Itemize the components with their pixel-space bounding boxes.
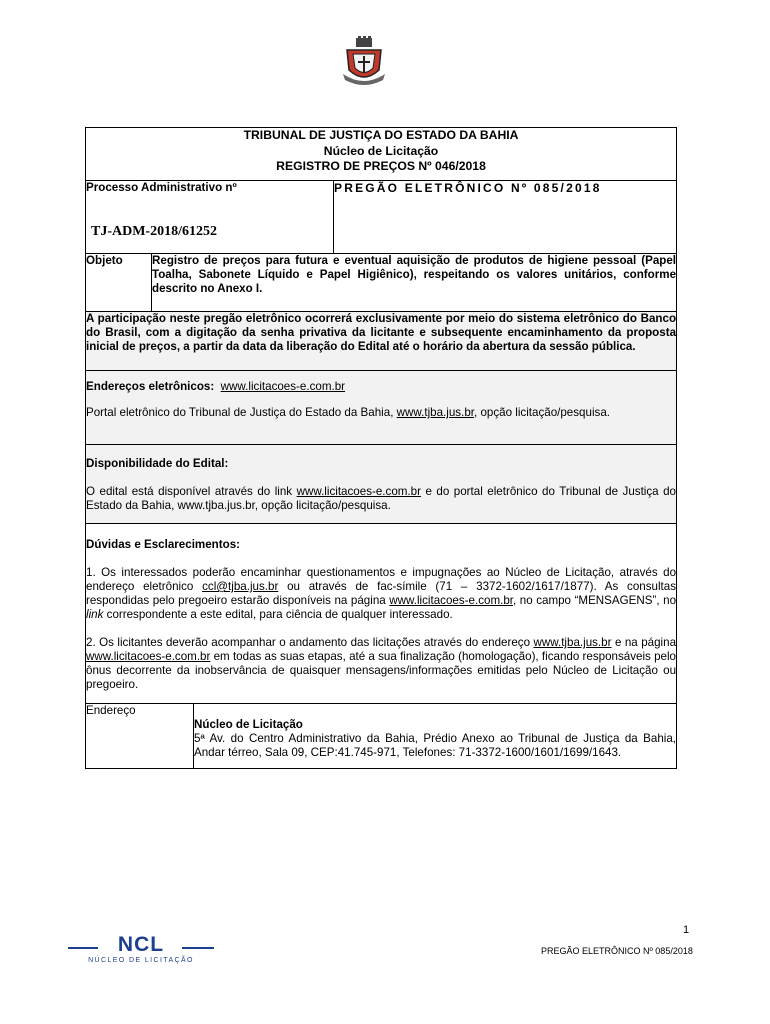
consultas-link[interactable]: www.licitacoes-e.com.br: [389, 594, 513, 607]
portal-option-text: , opção licitação/pesquisa.: [474, 406, 610, 419]
enderecos-label: Endereços eletrônicos:: [86, 380, 215, 393]
objeto-label: Objeto: [86, 254, 152, 312]
logo-main-text: NCL: [117, 933, 165, 956]
endereco-title: Núcleo de Licitação: [194, 718, 303, 731]
processo-cell: [86, 181, 334, 254]
duvidas-paragraph-2: 2. Os licitantes deverão acompanhar o andamento das licitações através do endereço www.tjba.jus.br e na página www.licitacoes-e.com.br em todas as suas etapas, até a sua finalização (homologação), ficando responsáveis pelo ônus decorrente da inobservância de quaisquer mensagens/informações emitidas pelo Núcleo de Licitação ou pregoeiro.: [86, 636, 677, 691]
pregao-title: PREGÃO ELETRÔNICO Nº 085/2018: [334, 181, 677, 254]
processo-number: TJ-ADM-2018/61252: [91, 224, 217, 239]
link-word: link: [86, 608, 104, 621]
duvidas-paragraph-1: 1. Os interessados poderão encaminhar questionamentos e impugnações ao Núcleo de Licitação, através do endereço eletrônico ccl@tjba.jus.br ou através de fac-símile (71 – 3372-1602/1617/1877). As consultas respondidas pelo pregoeiro estarão disponíveis na página www.licitacoes-e.com.br, no campo “MENSAGENS”, no link correspondente a este edital, para ciência de qualquer interessado.: [86, 566, 677, 621]
tjba-link-2[interactable]: www.tjba.jus.br: [533, 636, 612, 649]
endereco-label: Endereço: [86, 704, 194, 769]
logo-sub-text: NÚCLEO DE LICITAÇÃO: [88, 957, 194, 964]
duvidas-cell: [86, 524, 677, 704]
department-title: Núcleo de Licitação: [323, 143, 439, 158]
tjba-link[interactable]: www.tjba.jus.br: [396, 406, 474, 419]
court-title: TRIBUNAL DE JUSTIÇA DO ESTADO DA BAHIA: [243, 128, 519, 142]
registro-title: REGISTRO DE PREÇOS Nº 046/2018: [276, 159, 486, 173]
edital-summary-table: [85, 127, 677, 769]
participacao-text: A participação neste pregão eletrônico ocorrerá exclusivamente por meio do sistema eletrônico do Banco do Brasil, com a digitação da senha privativa da licitante e subsequente encaminhamento da proposta inicial de preços, a partir da data da liberação do Edital até o horário da abertura da sessão pública.: [86, 312, 677, 371]
footer-text: PREGÃO ELETRÔNICO Nº 085/2018: [541, 946, 693, 956]
portal-text: Portal eletrônico do Tribunal de Justiça do Estado da Bahia,: [86, 406, 394, 419]
duvidas-label: Dúvidas e Esclarecimentos:: [86, 538, 241, 551]
bahia-court-crest-icon: [343, 36, 385, 86]
email-link[interactable]: ccl@tjba.jus.br: [202, 580, 279, 593]
disponibilidade-post: e do portal eletrônico do Tribunal de Justiça do Estado da Bahia, www.tjba.jus.br, opção licitação/pesquisa.: [86, 485, 677, 512]
disponibilidade-label: Disponibilidade do Edital:: [86, 457, 229, 470]
endereco-cell: [194, 704, 677, 769]
ncl-logo: [68, 932, 214, 964]
page-number: 1: [683, 924, 690, 936]
disponibilidade-pre: O edital está disponível através do link: [86, 485, 293, 498]
licitacoes-link[interactable]: www.licitacoes-e.com.br: [220, 380, 346, 393]
objeto-text: Registro de preços para futura e eventual aquisição de produtos de higiene pessoal (Papel Toalha, Sabonete Líquido e Papel Higiênico), respeitando os valores unitários, conforme descrito no Anexo I.: [152, 254, 677, 312]
edital-link[interactable]: www.licitacoes-e.com.br: [296, 485, 421, 498]
enderecos-cell: [86, 371, 677, 445]
processo-label: Processo Administrativo nº: [86, 181, 237, 194]
header-block: [86, 128, 677, 181]
licitacoes-link-2[interactable]: www.licitacoes-e.com.br: [86, 650, 211, 663]
endereco-text: 5ª Av. do Centro Administrativo da Bahia, Prédio Anexo ao Tribunal de Justiça da Bahia, Andar térreo, Sala 09, CEP:41.745-971, Telefones: 71-3372-1600/1601/1699/1643.: [194, 732, 677, 759]
disponibilidade-cell: [86, 445, 677, 524]
